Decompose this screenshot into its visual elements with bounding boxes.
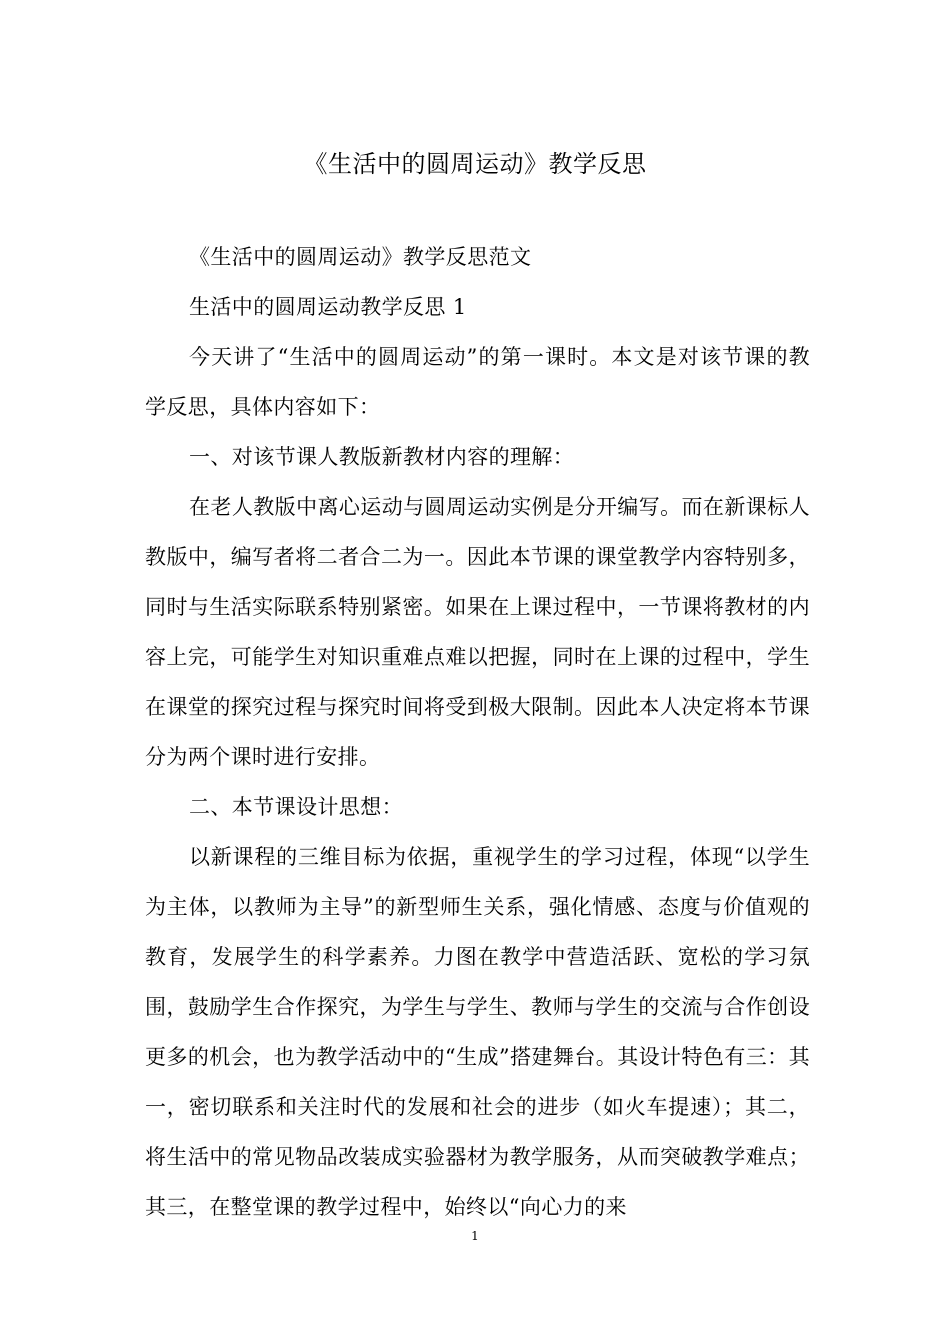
paragraph-heading-one: 一、对该节课人教版新教材内容的理解： (189, 445, 575, 469)
paragraph-section-heading: 生活中的圆周运动教学反思 1 (189, 295, 467, 319)
paragraph-heading-two: 二、本节课设计思想： (189, 795, 403, 819)
paragraph-intro: 今天讲了“生活中的圆周运动”的第一课时。本文是对该节课的教学反思，具体内容如下： (145, 345, 810, 419)
paragraph-subtitle: 《生活中的圆周运动》教学反思范文 (189, 245, 532, 269)
document-title: 《生活中的圆周运动》教学反思 (303, 150, 647, 178)
paragraph-textbook-understanding: 在老人教版中离心运动与圆周运动实例是分开编写。而在新课标人教版中，编写者将二者合二为一。因此本节课的课堂教学内容特别多，同时与生活实际联系特别紧密。如果在上课过程中，一节课将教材的内容上完，可能学生对知识重难点难以把握，同时在上课的过程中，学生在课堂的探究过程与探究时间将受到极大限制。因此本人决定将本节课分为两个课时进行安排。 (145, 495, 810, 769)
document-body (145, 232, 810, 1232)
paragraph-design-thinking: 以新课程的三维目标为依据，重视学生的学习过程，体现“以学生为主体，以教师为主导”的新型师生关系，强化情感、态度与价值观的教育，发展学生的科学素养。力图在教学中营造活跃、宽松的学习氛围，鼓励学生合作探究，为学生与学生、教师与学生的交流与合作创设更多的机会，也为教学活动中的“生成”搭建舞台。其设计特色有三：其一，密切联系和关注时代的发展和社会的进步（如火车提速）；其二，将生活中的常见物品改装成实验器材为教学服务，从而突破教学难点；其三，在整堂课的教学过程中，始终以“向心力的来 (145, 845, 810, 1219)
page-number: 1 (471, 1229, 479, 1243)
